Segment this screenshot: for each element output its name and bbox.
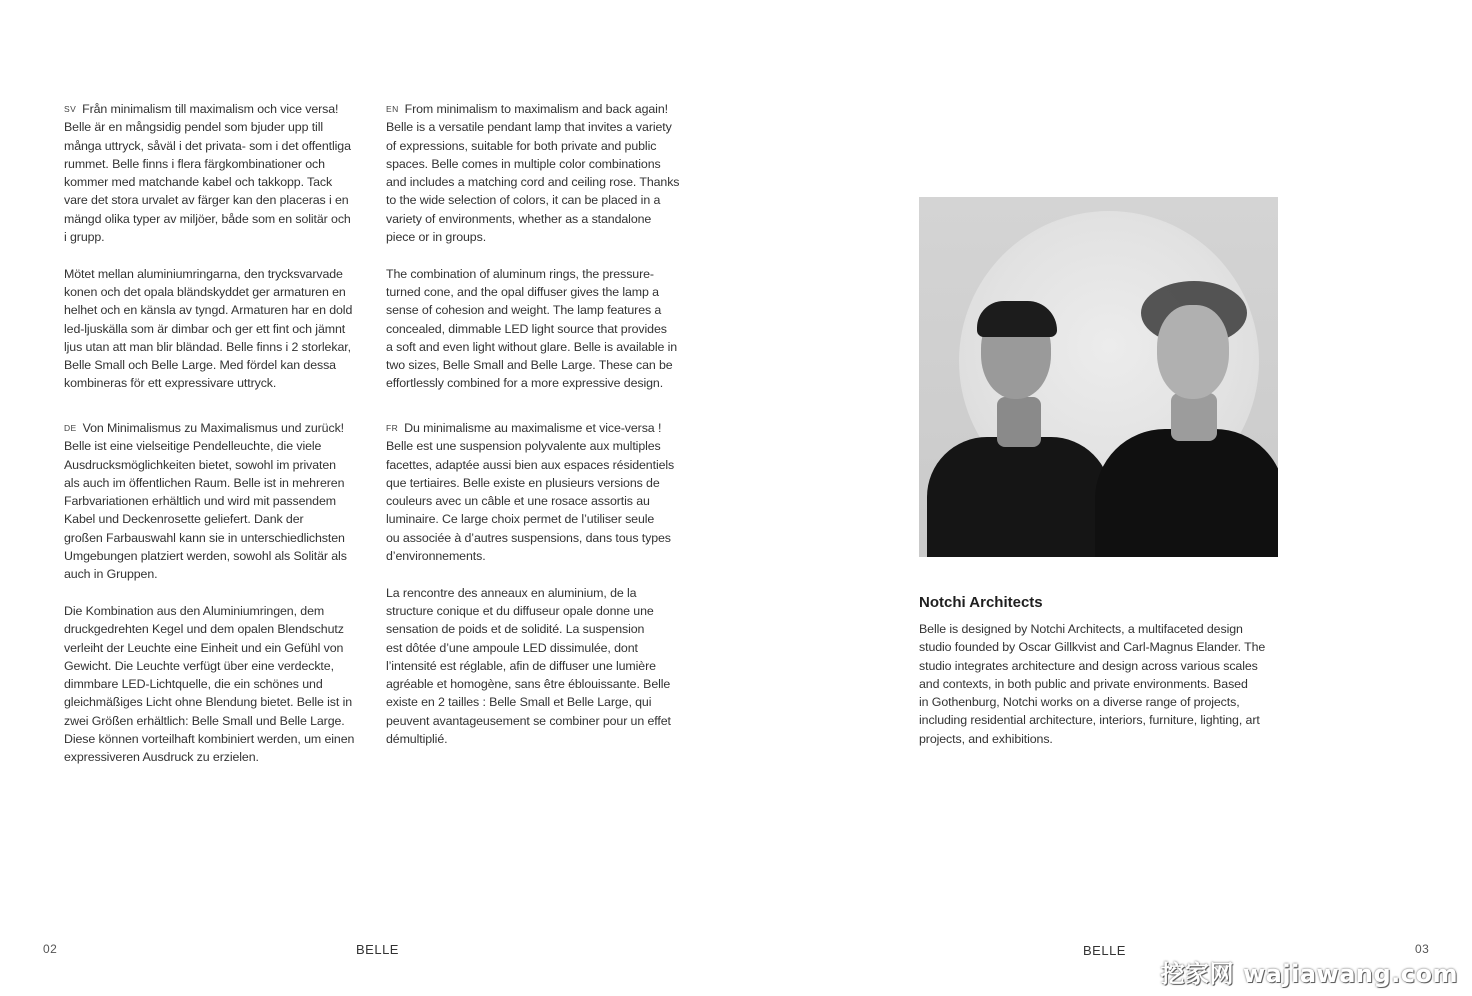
person-right-neck bbox=[1171, 393, 1217, 441]
page-number-left: 02 bbox=[43, 942, 58, 956]
person-left-body bbox=[927, 437, 1111, 557]
language-tag: SV bbox=[64, 104, 77, 114]
language-tag: EN bbox=[386, 104, 399, 114]
paragraph: Die Kombination aus den Aluminiumringen, dem druckgedrehten Kegel und dem opalen Blendschutz verleiht der Leuchte eine Einheit und ein Gefühl von Gewicht. Die Leuchte verfügt über eine verdeckte, dimmbare LED-Lichtquelle, die ein schönes und gleichmäßiges Licht ohne Blendung bietet. Belle ist in zwei Größen erhältlich: Belle Small und Belle Large. Diese können vorteilhaft kombiniert werden, um einen expressiveren Ausdruck zu erzielen. bbox=[64, 603, 355, 765]
paragraph bbox=[64, 100, 364, 246]
language-tag: FR bbox=[386, 423, 399, 433]
text-column-german bbox=[64, 419, 369, 767]
text-column-english bbox=[386, 100, 686, 393]
designer-title: Notchi Architects bbox=[919, 594, 1043, 611]
watermark: 挖家网 wajiawang.com bbox=[1160, 960, 1458, 988]
paragraph: The combination of aluminum rings, the pressure- turned cone, and the opal diffuser gives the lamp a sense of cohesion and weight. The lamp features a concealed, dimmable LED light source that provides a soft and even light without glare. Belle is available in two sizes, Belle Small and Belle Large. These can be effortlessly combined for a more expressive design. bbox=[386, 266, 678, 391]
paragraph-text: Från minimalism till maximalism och vice versa! Belle är en mångsidig pendel som bjuder upp till många uttryck, såväl i det privata- som i det offentliga rummet. Belle finns i flera färgkombinationer och kommer med matchande kabel och takkopp. Tack vare det stora urvalet av färger kan den placeras i en mängd olika typer av miljöer, både som en solitär och i grupp. bbox=[64, 102, 351, 245]
language-tag: DE bbox=[64, 423, 77, 433]
paragraph bbox=[386, 100, 686, 246]
paragraph bbox=[386, 419, 691, 565]
person-left-neck bbox=[997, 397, 1041, 447]
designers-portrait-photo bbox=[919, 197, 1278, 557]
person-left-hair bbox=[977, 301, 1057, 337]
footer-title-right: BELLE bbox=[1083, 943, 1126, 958]
paragraph-text: From minimalism to maximalism and back again! Belle is a versatile pendant lamp that invites a variety of expressions, suitable for both private and public spaces. Belle comes in multiple color combinations and includes a matching cord and ceiling rose. Thanks to the wide selection of colors, it can be placed in a variety of environments, whether as a standalone piece or in groups. bbox=[386, 102, 680, 245]
paragraph-text: Von Minimalismus zu Maximalismus und zurück! Belle ist eine vielseitige Pendelleuchte, die viele Ausdrucksmöglichkeiten bietet, sowohl im privaten als auch im öffentlichen Raum. Belle ist in mehreren Farbvariationen erhältlich und wird mit passendem Kabel und Deckenrosette geliefert. Dank der großen Farbauswahl kann sie in unterschiedlichsten Umgebungen platziert werden, sowohl als Solitär als auch in Gruppen. bbox=[64, 421, 347, 582]
paragraph: Mötet mellan aluminiumringarna, den trycksvarvade konen och det opala bländskyddet ger armaturen en helhet och en känsla av tyngd. Armaturen har en dold led-ljuskälla som är dimbar och ger ett fint och jämnt ljus utan att man blir bländad. Belle finns i 2 storlekar, Belle Small och Belle Large. Med fördel kan dessa kombineras för ett expressivare uttryck. bbox=[64, 266, 353, 391]
footer-title-left: BELLE bbox=[356, 942, 399, 957]
text-column-french bbox=[386, 419, 691, 748]
text-column-swedish bbox=[64, 100, 364, 393]
person-right-head bbox=[1157, 305, 1229, 399]
page-number-right: 03 bbox=[1415, 942, 1430, 956]
paragraph bbox=[64, 419, 369, 584]
person-right-body bbox=[1095, 429, 1278, 557]
designer-bio: Belle is designed by Notchi Architects, a multifaceted design studio founded by Oscar Gillkvist and Carl-Magnus Elander. The studio integrates architecture and design across various scales and contexts, in both public and private environments. Based in Gothenburg, Notchi works on a diverse range of projects, including residential architecture, interiors, furniture, lighting, art projects, and exhibitions. bbox=[919, 622, 1266, 746]
paragraph: La rencontre des anneaux en aluminium, de la structure conique et du diffuseur opale donne une sensation de poids et de solidité. La suspension est dôtée d’une ampoule LED dissimulée, dont l’intensité est réglable, afin de diffuser une lumière agréable et homogène, sans être éblouissante. Belle existe en 2 tailles : Belle Small et Belle Large, qui peuvent avantageusement se combiner pour un effet démultiplié. bbox=[386, 585, 671, 747]
paragraph-text: Du minimalisme au maximalisme et vice-versa ! Belle est une suspension polyvalente aux multiples facettes, adaptée aussi bien aux espaces résidentiels que tertiaires. Belle existe en plusieurs versions de couleurs avec un câble et une rosace assortis au luminaire. Ce large choix permet de l’utiliser seule ou associée à d’autres suspensions, dans tous types d’environnements. bbox=[386, 421, 675, 564]
